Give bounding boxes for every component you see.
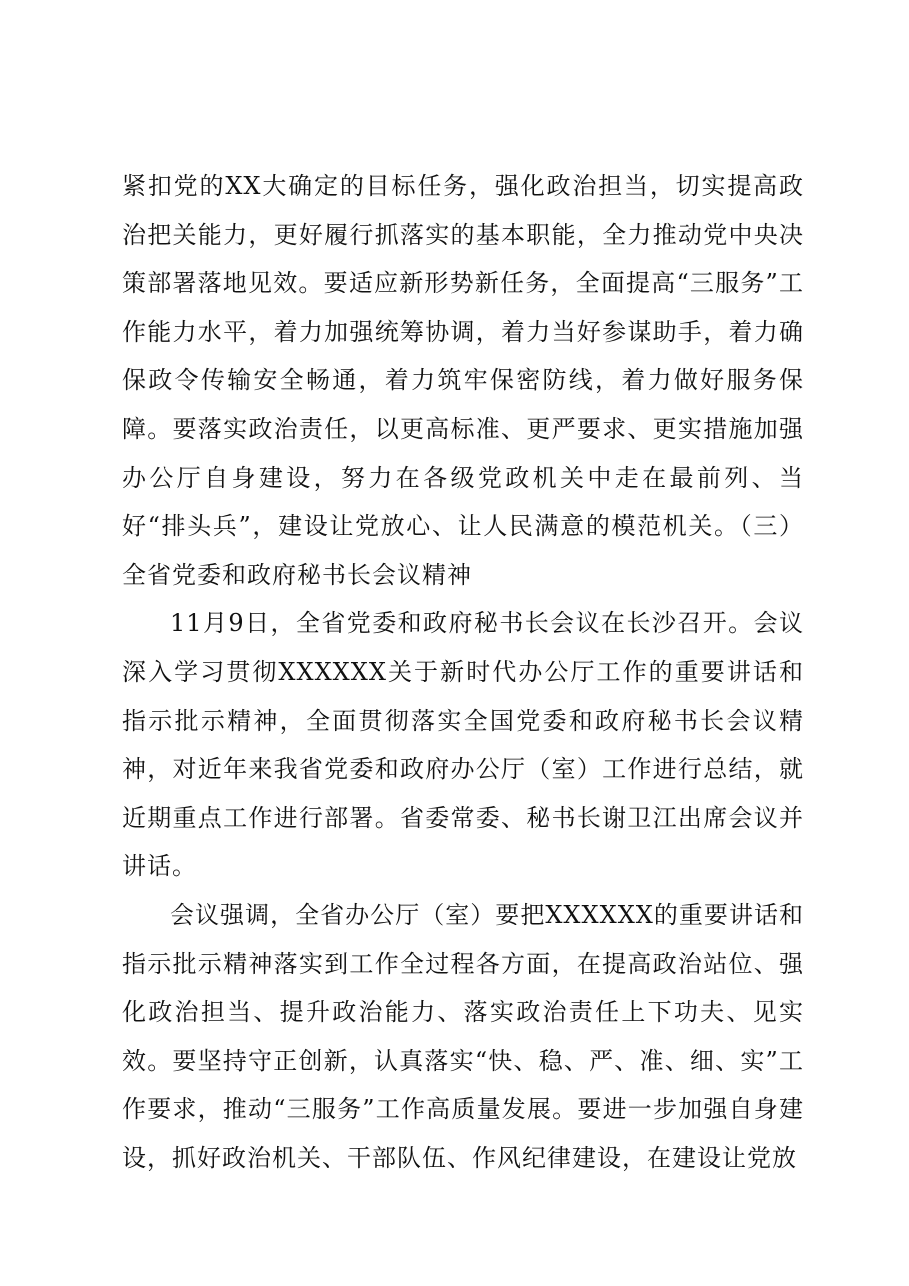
paragraph-meeting-report: 11月9日，全省党委和政府秘书长会议在长沙召开。会议深入学习贯彻XXXXXX关于新时代办公厅工作的重要讲话和指示批示精神，全面贯彻落实全国党委和政府秘书长会议精神，对近年来我省党委和政府办公厅（室）工作进行总结，就近期重点工作进行部署。省委常委、秘书长谢卫江出席会议并讲话。	[122, 609, 804, 881]
paragraph-continuation: 紧扣党的XX大确定的目标任务，强化政治担当，切实提高政治把关能力，更好履行抓落实的基本职能，全力推动党中央决策部署落地见效。要适应新形势新任务，全面提高“三服务”工作能力水平，着力加强统筹协调，着力当好参谋助手，着力确保政令传输安全畅通，着力筑牢保密防线，着力做好服务保障。要落实政治责任，以更高标准、更严要求、更实措施加强办公厅自身建设，努力在各级党政机关中走在最前列、当好“排头兵”，建设让党放心、让人民满意的模范机关。（三）全省党委和政府秘书长会议精神	[122, 172, 804, 589]
paragraph-meeting-emphasis: 会议强调，全省办公厅（室）要把XXXXXX的重要讲话和指示批示精神落实到工作全过程各方面，在提高政治站位、强化政治担当、提升政治能力、落实政治责任上下功夫、见实效。要坚持守正创新，认真落实“快、稳、严、准、细、实”工作要求，推动“三服务”工作高质量发展。要进一步加强自身建设，抓好政治机关、干部队伍、作风纪律建设，在建设让党放	[122, 900, 804, 1172]
document-body	[122, 162, 804, 1182]
